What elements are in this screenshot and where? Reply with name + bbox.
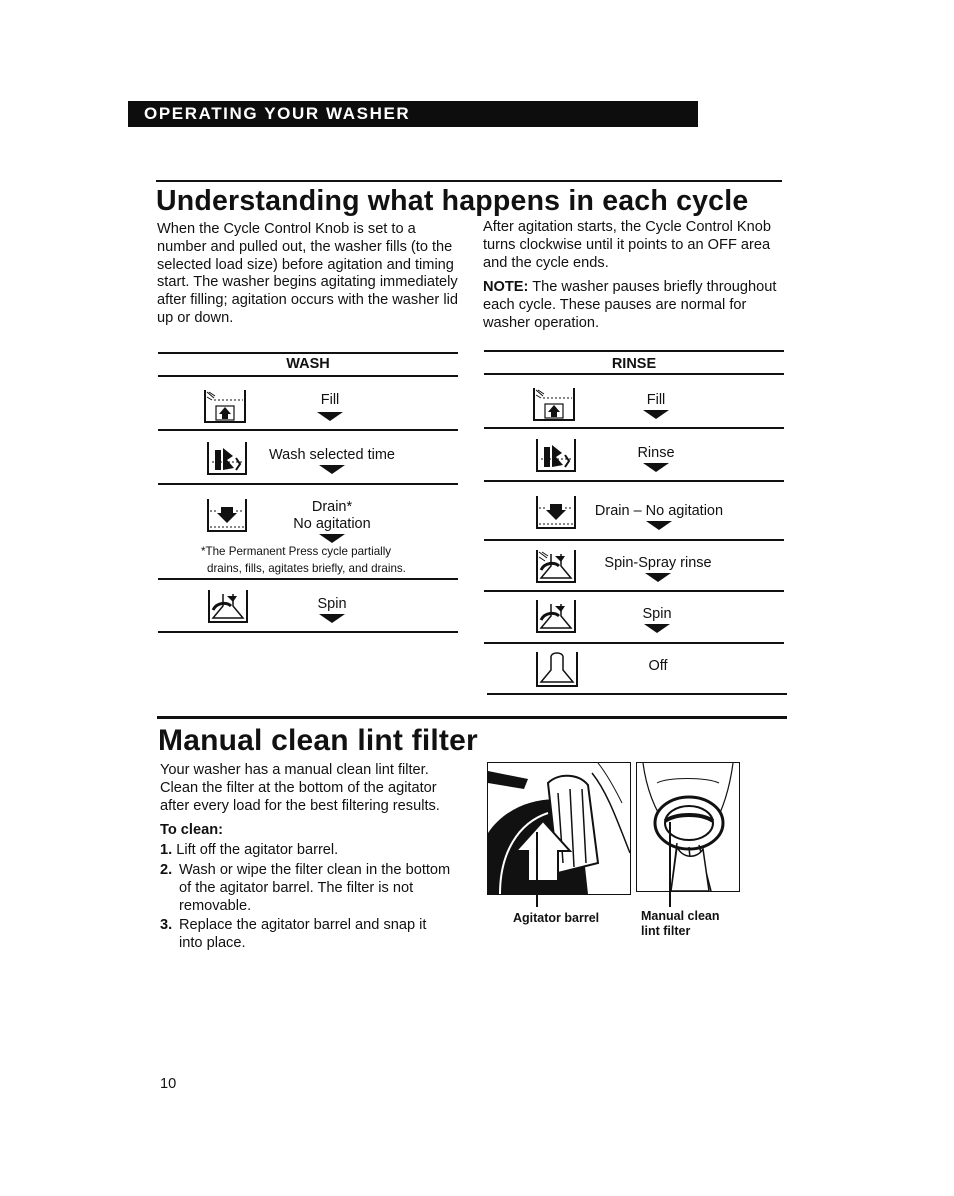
- agitator-barrel-caption: Agitator barrel: [513, 911, 600, 925]
- cycle-intro-right: After agitation starts, the Cycle Control Knob turns clockwise until it points to an OFF area and the cycle ends.: [483, 219, 771, 271]
- cycle-note: [483, 279, 788, 332]
- down-arrow-icon: [645, 573, 671, 582]
- wash-footnote-2: drains, fills, agitates briefly, and drains.: [207, 562, 406, 575]
- down-arrow-icon: [317, 412, 343, 421]
- wash-rule-2: [158, 483, 458, 485]
- wash-step-fill-label: Fill: [320, 392, 340, 408]
- spin-spray-icon: [535, 548, 577, 584]
- spin-icon: [207, 588, 249, 624]
- rinse-rule-1: [484, 427, 784, 429]
- rinse-rule-6: [487, 693, 787, 695]
- step-text: Replace the agitator barrel and snap it into place.: [179, 917, 427, 951]
- rinse-heading: RINSE: [611, 356, 657, 372]
- to-clean-heading: To clean:: [160, 822, 223, 838]
- wash-step-drain-label: Drain*: [311, 499, 353, 515]
- rinse-step-rinse-label: Rinse: [637, 445, 675, 461]
- wash-rule-1: [158, 429, 458, 431]
- lint-filter-illustration: [636, 762, 740, 892]
- fill-icon: [532, 386, 576, 422]
- down-arrow-icon: [644, 624, 670, 633]
- rinse-rule-3: [484, 539, 784, 541]
- rinse-rule-2: [484, 480, 784, 482]
- step-number: 2.: [160, 862, 173, 878]
- drain-icon: [535, 494, 577, 530]
- wash-footnote-1: *The Permanent Press cycle partially: [201, 545, 392, 558]
- drain-icon: [206, 497, 248, 533]
- step-text: Wash or wipe the filter clean in the bottom of the agitator barrel. The filter is not removable.: [179, 862, 451, 914]
- lint-step-2: [160, 862, 460, 915]
- down-arrow-icon: [319, 534, 345, 543]
- lint-step-3: [160, 917, 460, 953]
- note-text: The washer pauses briefly throughout each cycle. These pauses are normal for washer operation.: [483, 279, 777, 331]
- down-arrow-icon: [643, 463, 669, 472]
- lint-filter-caption-line-1: Manual clean: [641, 909, 720, 923]
- lint-title-rule: [157, 716, 787, 719]
- title-rule: [156, 180, 782, 182]
- filter-callout-line: [669, 822, 671, 907]
- lint-filter-caption: [641, 909, 720, 939]
- rinse-agitate-icon: [535, 437, 577, 473]
- lint-intro: Your washer has a manual clean lint filter. Clean the filter at the bottom of the agitator after every load for the best filtering results.: [160, 762, 440, 814]
- cycle-intro-left: When the Cycle Control Knob is set to a number and pulled out, the washer fills (to the selected load size) before agitation and timing start. The washer begins agitating immediately after filling; agitation occurs with the washer lid up or down.: [157, 221, 458, 326]
- step-number: 3.: [160, 917, 173, 933]
- rinse-step-fill-label: Fill: [646, 392, 666, 408]
- rinse-step-drain-label: Drain – No agitation: [594, 503, 724, 519]
- wash-heading: WASH: [286, 356, 330, 372]
- rinse-step-off-label: Off: [648, 658, 668, 674]
- wash-agitate-icon: [206, 440, 248, 476]
- wash-rule-3: [158, 578, 458, 580]
- rinse-head-rule: [484, 373, 784, 375]
- rinse-rule-5: [484, 642, 784, 644]
- wash-step-wash-label: Wash selected time: [269, 447, 395, 463]
- wash-head-rule: [158, 375, 458, 377]
- note-label: NOTE:: [483, 279, 529, 295]
- wash-step-drain-label-2: No agitation: [293, 516, 371, 532]
- cycle-section-title: Understanding what happens in each cycle: [156, 185, 749, 217]
- step-number: 1.: [160, 842, 173, 858]
- down-arrow-icon: [646, 521, 672, 530]
- off-icon: [535, 650, 579, 688]
- rinse-step-spin-label: Spin: [642, 606, 672, 622]
- wash-rule-4: [158, 631, 458, 633]
- agitator-barrel-illustration: [487, 762, 631, 895]
- fill-icon: [203, 388, 247, 424]
- lint-section-title: Manual clean lint filter: [158, 724, 478, 757]
- wash-step-spin-label: Spin: [317, 596, 347, 612]
- agitator-callout-line: [536, 832, 538, 907]
- spin-icon: [535, 598, 577, 634]
- lint-filter-caption-line-2: lint filter: [641, 924, 691, 938]
- lint-step-1: [160, 842, 460, 860]
- rinse-rule-4: [484, 590, 784, 592]
- down-arrow-icon: [319, 465, 345, 474]
- page-number: 10: [160, 1076, 177, 1092]
- wash-top-rule: [158, 352, 458, 354]
- down-arrow-icon: [643, 410, 669, 419]
- rinse-top-rule: [484, 350, 784, 352]
- rinse-step-spinspray-label: Spin-Spray rinse: [604, 555, 712, 571]
- down-arrow-icon: [319, 614, 345, 623]
- step-text: Lift off the agitator barrel.: [176, 842, 339, 858]
- section-banner: OPERATING YOUR WASHER: [128, 101, 698, 127]
